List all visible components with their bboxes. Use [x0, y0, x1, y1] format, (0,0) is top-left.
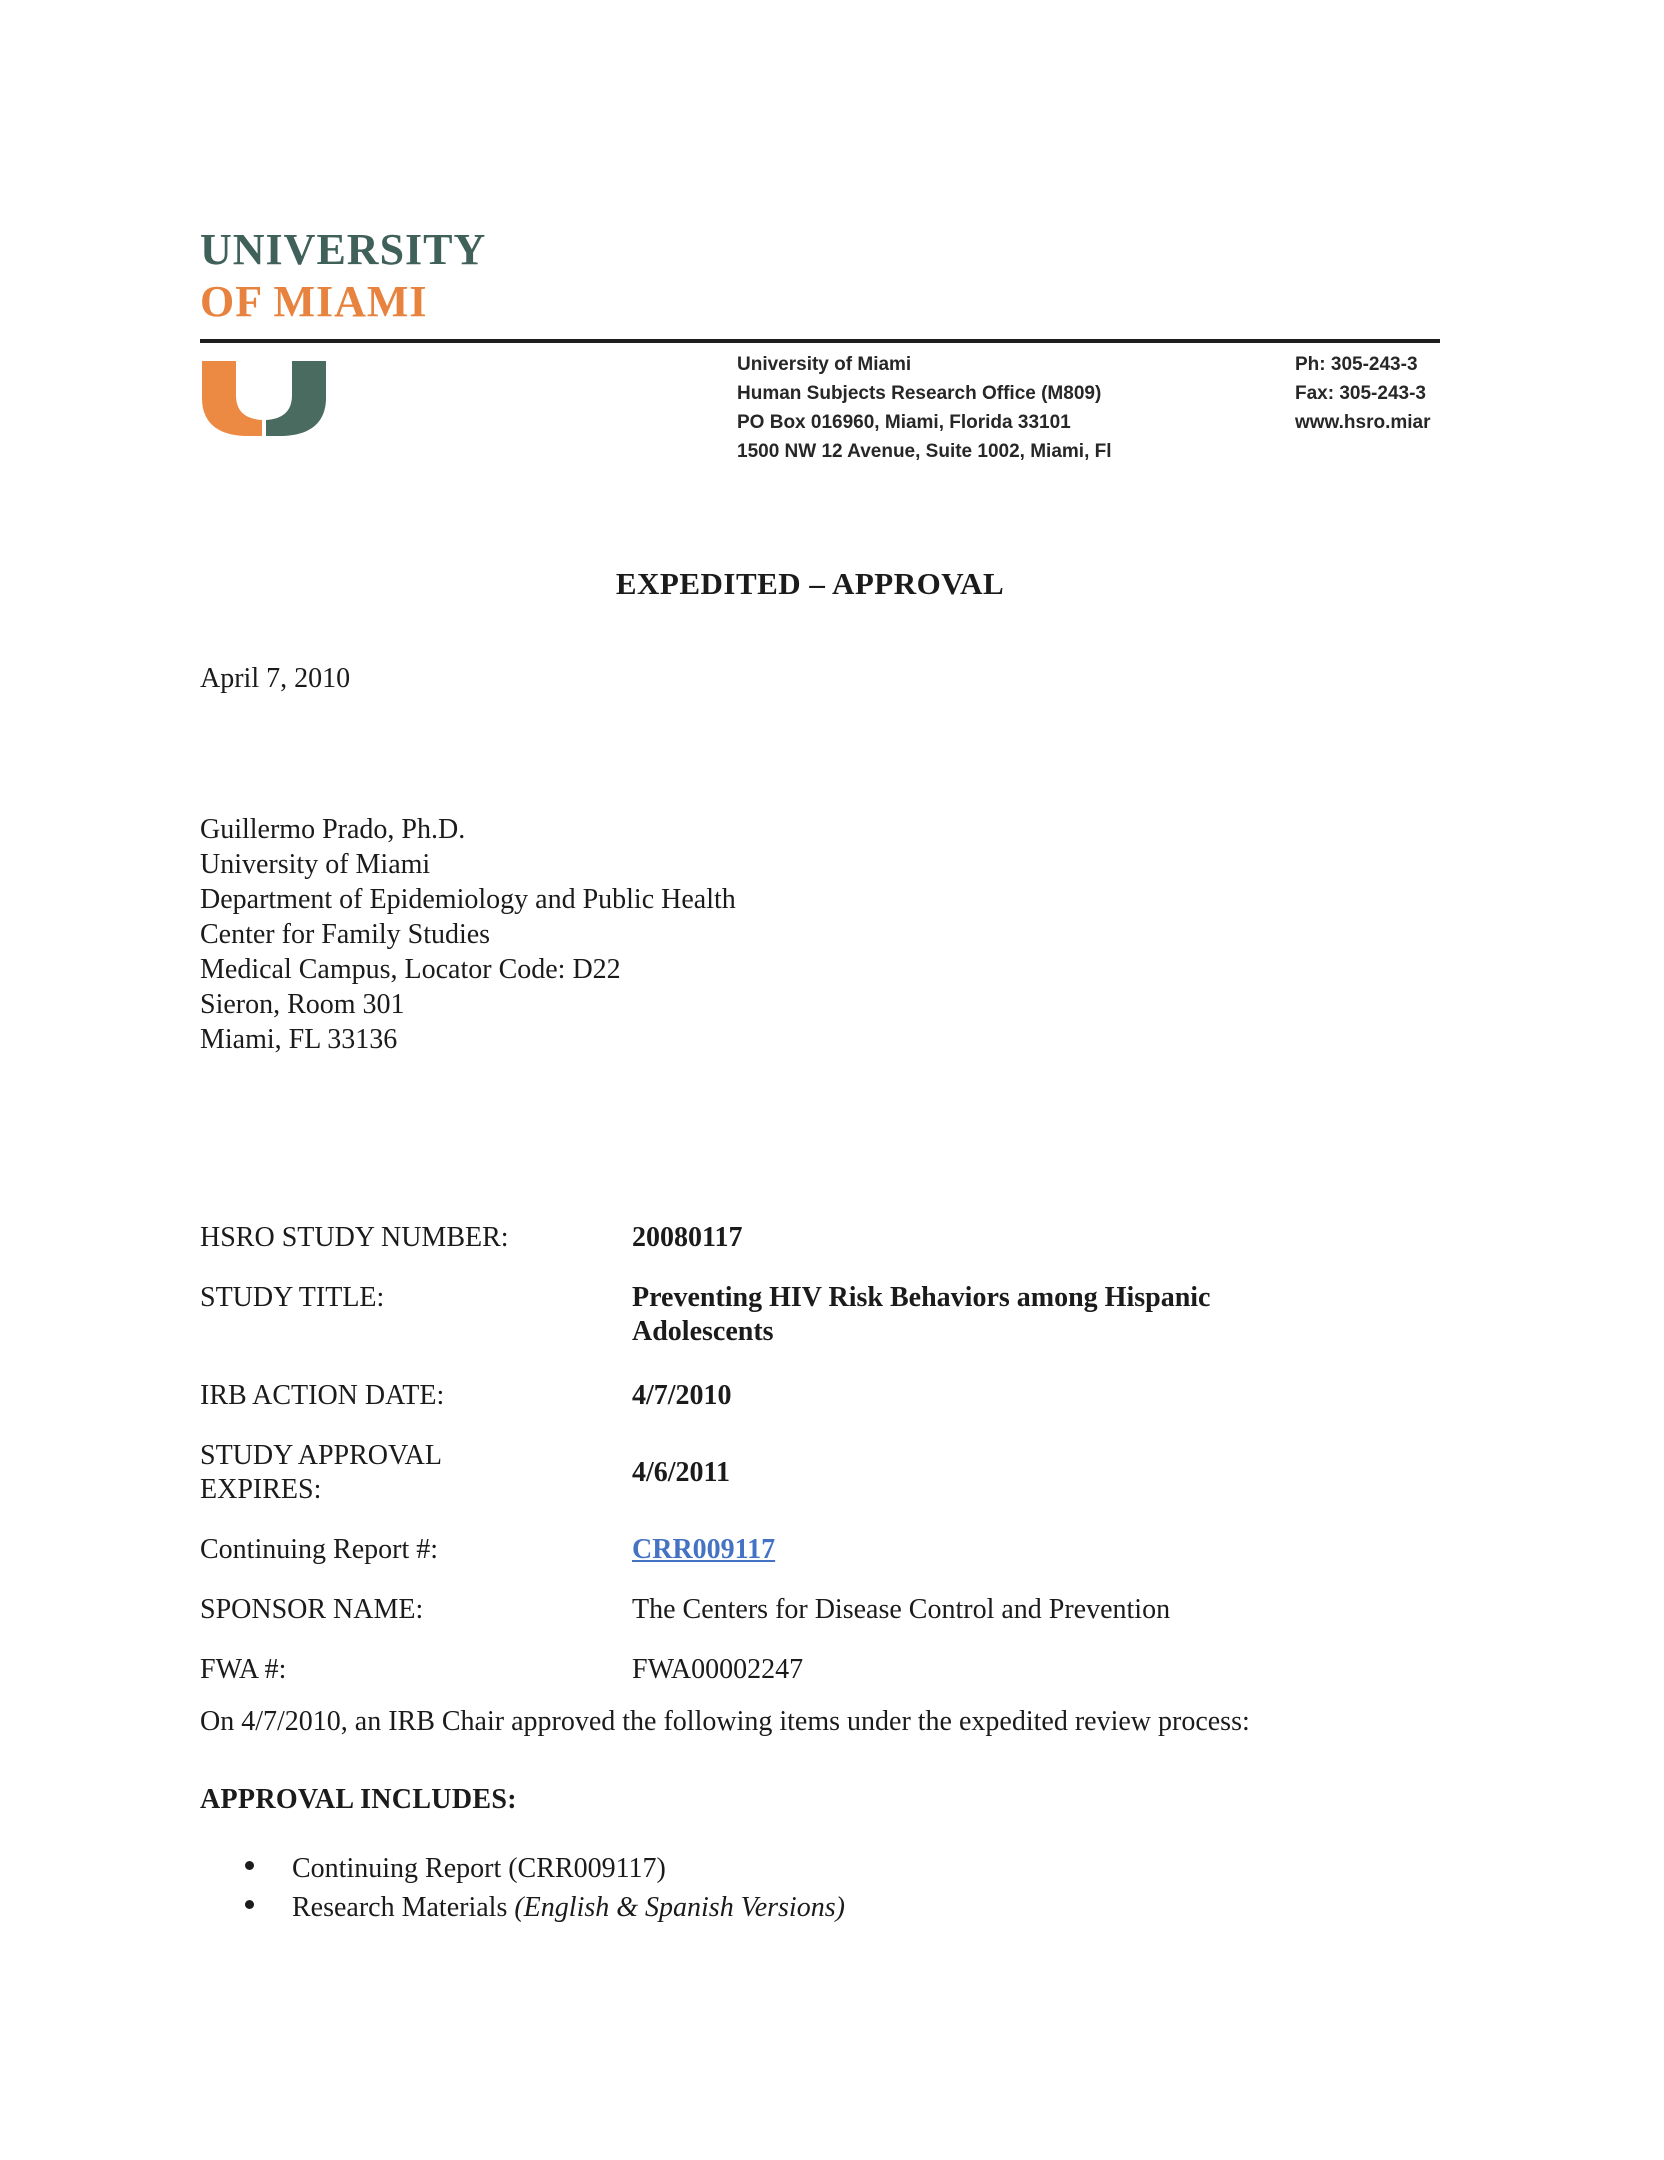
wordmark-line-of-miami: OF MIAMI — [200, 277, 428, 326]
item-text-italic: (English & Spanish Versions) — [514, 1892, 845, 1923]
contact-fax: Fax: 305-243-3 — [1295, 383, 1426, 404]
u-logo-icon — [200, 360, 328, 437]
row-value — [632, 1456, 730, 1490]
item-text — [292, 1892, 845, 1924]
label-text: IRB ACTION DATE: — [200, 1380, 445, 1411]
value-text: Preventing HIV Risk Behaviors among Hispanic — [632, 1282, 1211, 1313]
body-paragraph: On 4/7/2010, an IRB Chair approved the following items under the expedited review process: — [200, 1706, 1250, 1737]
item-text — [292, 1853, 666, 1885]
bullet-icon — [245, 1861, 254, 1870]
address-line-3: PO Box 016960, Miami, Florida 33101 — [737, 412, 1071, 433]
address-line-1: University of Miami — [737, 354, 912, 375]
label-text: STUDY TITLE: — [200, 1282, 385, 1313]
contact-block — [1295, 350, 1431, 437]
row-label — [200, 1221, 632, 1255]
study-info-table — [200, 1221, 1440, 1713]
wordmark-line-university: UNIVERSITY — [200, 225, 487, 274]
address-line-2: Human Subjects Research Office (M809) — [737, 383, 1102, 404]
recipient-name: Guillermo Prado, Ph.D. — [200, 814, 466, 845]
table-row — [200, 1379, 1440, 1413]
value-text: FWA00002247 — [632, 1654, 804, 1685]
date-line: April 7, 2010 — [200, 663, 351, 694]
label-text: EXPIRES: — [200, 1474, 322, 1505]
university-wordmark — [200, 224, 486, 328]
value-text: The Centers for Disease Control and Prevention — [632, 1594, 1171, 1625]
letter-heading: EXPEDITED – APPROVAL — [615, 566, 1005, 601]
label-text: FWA #: — [200, 1654, 287, 1685]
label-text: Continuing Report #: — [200, 1534, 438, 1565]
label-text: HSRO STUDY NUMBER: — [200, 1222, 509, 1253]
value-text: Adolescents — [632, 1316, 774, 1347]
item-text-main: Research Materials — [292, 1892, 515, 1923]
table-row — [200, 1593, 1440, 1627]
row-value — [632, 1533, 775, 1567]
table-row — [200, 1533, 1440, 1567]
bullet-icon — [245, 1900, 254, 1909]
label-text: STUDY APPROVAL — [200, 1440, 442, 1471]
contact-phone: Ph: 305-243-3 — [1295, 354, 1418, 375]
row-value — [632, 1653, 803, 1687]
row-value — [632, 1281, 1210, 1349]
row-value — [632, 1221, 742, 1255]
letterhead-divider — [200, 339, 1440, 343]
office-address-block — [737, 350, 1112, 466]
recipient-line: Department of Epidemiology and Public Health — [200, 884, 736, 915]
approval-includes-heading: APPROVAL INCLUDES: — [200, 1784, 517, 1815]
recipient-line: Miami, FL 33136 — [200, 1024, 398, 1055]
row-label — [200, 1593, 632, 1627]
row-label — [200, 1653, 632, 1687]
value-text: 4/7/2010 — [632, 1380, 732, 1411]
recipient-line: Sieron, Room 301 — [200, 989, 405, 1020]
approval-items-list — [245, 1853, 845, 1931]
row-label — [200, 1281, 632, 1315]
value-text: 4/6/2011 — [632, 1457, 731, 1488]
continuing-report-link[interactable]: CRR009117 — [632, 1534, 776, 1565]
table-row — [200, 1653, 1440, 1687]
row-label — [200, 1379, 632, 1413]
table-row — [200, 1439, 1440, 1507]
table-row — [200, 1281, 1440, 1349]
recipient-line: Center for Family Studies — [200, 919, 491, 950]
row-label — [200, 1439, 632, 1507]
row-value — [632, 1379, 732, 1413]
label-text: SPONSOR NAME: — [200, 1594, 424, 1625]
row-value — [632, 1593, 1170, 1627]
contact-website: www.hsro.miar — [1295, 412, 1431, 433]
list-item — [245, 1853, 845, 1892]
value-text: 20080117 — [632, 1222, 743, 1253]
table-row — [200, 1221, 1440, 1255]
address-line-4: 1500 NW 12 Avenue, Suite 1002, Miami, Fl — [737, 441, 1112, 462]
recipient-line: University of Miami — [200, 849, 431, 880]
list-item — [245, 1892, 845, 1931]
row-label — [200, 1533, 632, 1567]
item-text-main: Continuing Report (CRR009117) — [292, 1853, 666, 1884]
recipient-block — [200, 812, 736, 1057]
recipient-line: Medical Campus, Locator Code: D22 — [200, 954, 621, 985]
